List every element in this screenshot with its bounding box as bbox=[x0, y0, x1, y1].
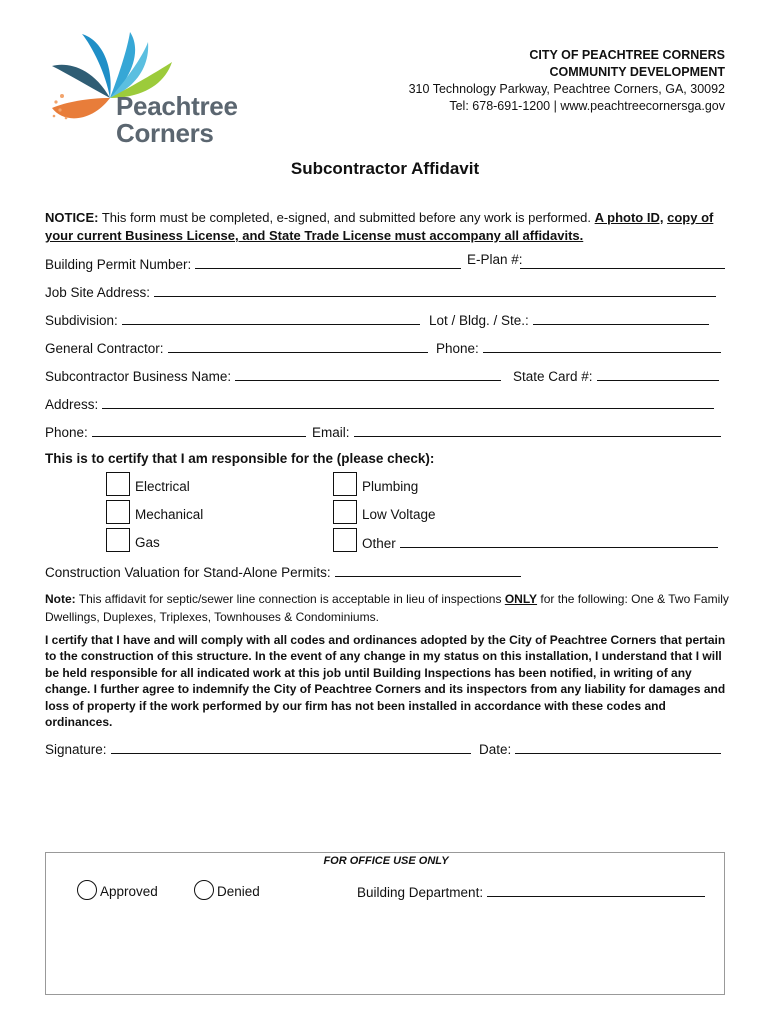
signature-field[interactable] bbox=[111, 741, 471, 754]
approved-radio[interactable] bbox=[77, 880, 97, 900]
general-contractor-row: General Contractor: bbox=[45, 340, 428, 356]
other-field[interactable] bbox=[400, 535, 718, 548]
denied-label: Denied bbox=[217, 884, 260, 899]
state-card-row: State Card #: bbox=[513, 368, 719, 384]
general-contractor-field[interactable] bbox=[168, 340, 428, 353]
address-field[interactable] bbox=[102, 396, 714, 409]
approved-label: Approved bbox=[100, 884, 158, 899]
lot-field[interactable] bbox=[533, 312, 709, 325]
email-field[interactable] bbox=[354, 424, 721, 437]
eplan-field[interactable] bbox=[520, 268, 725, 269]
logo-wordmark: Peachtree Corners bbox=[116, 91, 238, 148]
other-checkbox[interactable] bbox=[333, 528, 357, 552]
phone-row: Phone: bbox=[45, 424, 306, 440]
org-contact: Tel: 678-691-1200 | www.peachtreecornersga.gov bbox=[449, 99, 725, 113]
gc-phone-row: Phone: bbox=[436, 340, 721, 356]
valuation-field[interactable] bbox=[335, 564, 521, 577]
note: Note: This affidavit for septic/sewer line connection is acceptable in lieu of inspections ONLY for the following: One & Two Family Dwellings, Duplexes, Triplexes, Townhouses & Condominiums. bbox=[45, 592, 729, 624]
notice: NOTICE: This form must be completed, e-signed, and submitted before any work is performed. A photo ID, copy of your current Business License, and State Trade License must accompany all affidavits. bbox=[45, 210, 714, 243]
building-permit-row: Building Permit Number: bbox=[45, 256, 461, 272]
phone-field[interactable] bbox=[92, 424, 306, 437]
building-permit-field[interactable] bbox=[195, 256, 461, 269]
electrical-label: Electrical bbox=[135, 479, 190, 494]
state-card-field[interactable] bbox=[597, 368, 719, 381]
denied-radio[interactable] bbox=[194, 880, 214, 900]
form-title: Subcontractor Affidavit bbox=[290, 159, 480, 178]
building-dept-field[interactable] bbox=[487, 884, 705, 897]
job-site-field[interactable] bbox=[154, 284, 716, 297]
subcontractor-row: Subcontractor Business Name: bbox=[45, 368, 501, 384]
gas-checkbox[interactable] bbox=[106, 528, 130, 552]
date-field[interactable] bbox=[515, 741, 721, 754]
org-name: CITY OF PEACHTREE CORNERS bbox=[529, 48, 725, 62]
eplan-label: E-Plan #: bbox=[467, 252, 523, 267]
mechanical-checkbox[interactable] bbox=[106, 500, 130, 524]
address-row: Address: bbox=[45, 396, 714, 412]
other-row: Other bbox=[362, 535, 718, 551]
gc-phone-field[interactable] bbox=[483, 340, 721, 353]
plumbing-checkbox[interactable] bbox=[333, 472, 357, 496]
low-voltage-label: Low Voltage bbox=[362, 507, 436, 522]
plumbing-label: Plumbing bbox=[362, 479, 419, 494]
subdivision-row: Subdivision: bbox=[45, 312, 420, 328]
gas-label: Gas bbox=[135, 535, 160, 550]
subdivision-field[interactable] bbox=[122, 312, 420, 325]
certification-statement: I certify that I have and will comply with all codes and ordinances adopted by the City of Peachtree Corners that pertain to the construction of this structure. In the event of any change in my status on this installation, I understand that I will be held responsible for all indicated work at this job until Building Inspections has been notified, in writing of any change. I further agree to indemnify the City of Peachtree Corners and its inspectors from any liability for damages and loss of property if the work performed by our firm has not been installed in accordance with these codes and ordinances. bbox=[45, 633, 726, 730]
office-use-box bbox=[45, 852, 725, 995]
subcontractor-name-field[interactable] bbox=[235, 368, 501, 381]
job-site-row: Job Site Address: bbox=[45, 284, 716, 300]
valuation-row: Construction Valuation for Stand-Alone Permits: bbox=[45, 564, 521, 580]
office-use-title: FOR OFFICE USE ONLY bbox=[323, 855, 449, 867]
email-row: Email: bbox=[312, 424, 721, 440]
org-header bbox=[409, 47, 725, 115]
certify-heading: This is to certify that I am responsible for the (please check): bbox=[45, 451, 435, 466]
date-row: Date: bbox=[479, 741, 721, 757]
signature-row: Signature: bbox=[45, 741, 471, 757]
org-department: COMMUNITY DEVELOPMENT bbox=[549, 65, 725, 79]
org-address: 310 Technology Parkway, Peachtree Corners, GA, 30092 bbox=[408, 82, 725, 96]
electrical-checkbox[interactable] bbox=[106, 472, 130, 496]
low-voltage-checkbox[interactable] bbox=[333, 500, 357, 524]
lot-row: Lot / Bldg. / Ste.: bbox=[429, 312, 709, 328]
mechanical-label: Mechanical bbox=[135, 507, 204, 522]
building-dept-row: Building Department: bbox=[357, 884, 705, 900]
